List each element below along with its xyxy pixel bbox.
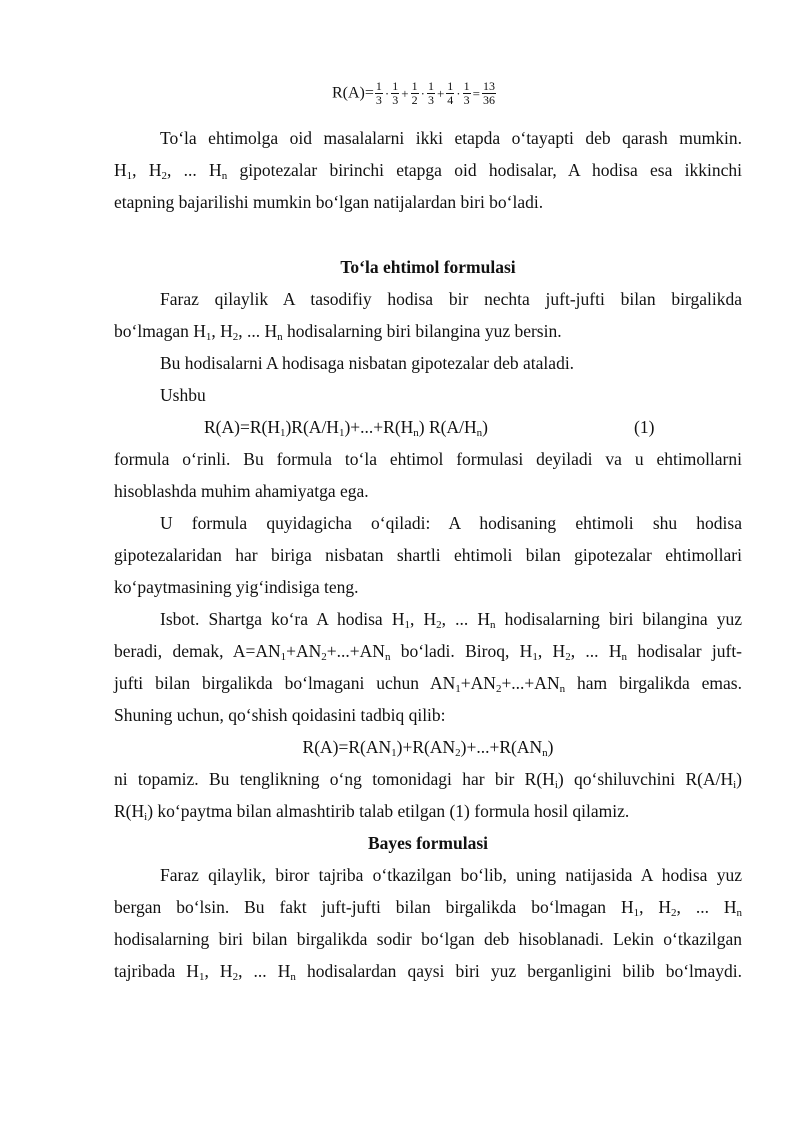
para4: Ushbu: [160, 385, 206, 405]
para6-line1: U formula quyidagicha o‘qiladi: A hodisaning ehtimoli shu hodisa: [160, 513, 742, 533]
para9-line1: Faraz qilaylik, biror tajriba o‘tkazilgan bo‘lib, uning natijasida A hodisa yuz: [160, 865, 742, 885]
para7-line2: beradi, demak, $A=AN_1+AN_2+...+AN_n$ bo‘ladi. Biroq, $H_1$, $H_2$, ... $H_n$ hodisalar juft-: [114, 641, 743, 663]
heading-total-probability: To‘la ehtimol formulasi: [340, 257, 516, 277]
para8-line2: $R(H_i)$ ko‘paytma bilan almashtirib talab etilgan (1) formula hosil qilamiz.: [114, 801, 630, 823]
fraction: $\frac{1}{4}$: [447, 79, 454, 107]
fraction: $\frac{1}{3}$: [463, 79, 470, 107]
formula-number: (1): [634, 417, 655, 437]
para8-line1: ni topamiz. Bu tenglikning o‘ng tomonidagi har bir $R(H_i)$ qo‘shiluvchini $R(A/H_i)$: [114, 769, 742, 791]
para7-line1: Isbot. Shartga ko‘ra A hodisa $H_1$, $H_2$, ... $H_n$ hodisalarning biri bilangina yuz: [160, 609, 742, 631]
para3: Bu hodisalarni A hodisaga nisbatan gipotezalar deb ataladi.: [160, 353, 575, 373]
fraction: $\frac{1}{2}$: [411, 79, 418, 107]
para9-line4: tajribada $H_1$, $H_2$, ... $H_n$ hodisalardan qaysi biri yuz berganligini bilib bo‘lmaydi.: [114, 961, 743, 983]
formula-total-probability: $R(A)=R(H_1)R(A/H_1)+...+R(H_n)$ $R(A/H_n)$: [204, 417, 488, 439]
para9-line2: bergan bo‘lsin. Bu fakt juft-jufti bilan birgalikda bo‘lmagan $H_1$, $H_2$, ... $H_n$: [114, 897, 743, 919]
formula-addition: $R(A)=R(AN_1)+R(AN_2)+...+R(AN_n)$: [302, 737, 554, 759]
fraction: $\frac{1}{3}$: [392, 79, 399, 107]
para1-line2: $H_1$, $H_2$, ... $H_n$ gipotezalar birinchi etapga oid hodisalar, A hodisa esa ikkinchi: [114, 160, 743, 182]
para7-line3: jufti bilan birgalikda bo‘lmagani uchun $AN_1+AN_2+...+AN_n$ ham birgalikda emas.: [114, 673, 742, 695]
para1-line3: etapning bajarilishi mumkin bo‘lgan natijalardan biri bo‘ladi.: [114, 192, 544, 212]
para9-line3: hodisalarning biri bilan birgalikda sodir bo‘lgan deb hisoblanadi. Lekin o‘tkazilgan: [114, 929, 742, 949]
heading-bayes: Bayes formulasi: [367, 833, 489, 853]
para1-line1: To‘la ehtimolga oid masalalarni ikki etapda o‘tayapti deb qarash mumkin.: [160, 128, 742, 148]
para7-line4: Shuning uchun, qo‘shish qoidasini tadbiq qilib:: [114, 705, 446, 725]
para5-line2: hisoblashda muhim ahamiyatga ega.: [114, 481, 369, 501]
formula-top: R(A)= $\frac{1}{3}$ · $\frac{1}{3}$ + $\frac{1}{2}$ · $\frac{1}{3}$ + $\frac{1}{4}$ · $\frac{1}{3}$ = $\frac{13}{36}$: [332, 79, 495, 107]
fraction: $\frac{1}{3}$: [375, 79, 382, 107]
para2-line2: bo‘lmagan $H_1$, $H_2$, ... $H_n$ hodisalarning biri bilangina yuz bersin.: [114, 321, 562, 343]
para5-line1: formula o‘rinli. Bu formula to‘la ehtimol formulasi deyiladi va u ehtimollarni: [114, 449, 742, 469]
para6-line3: ko‘paytmasining yig‘indisiga teng.: [114, 577, 359, 597]
formula-top-lhs: R(A)=: [332, 84, 374, 102]
para2-line1: Faraz qilaylik A tasodifiy hodisa bir nechta juft-jufti bilan birgalikda: [160, 289, 742, 309]
fraction: $\frac{1}{3}$: [427, 79, 434, 107]
fraction-result: $\frac{13}{36}$: [482, 79, 495, 107]
para6-line2: gipotezalaridan har biriga nisbatan shartli ehtimoli bilan gipotezalar ehtimollari: [114, 545, 742, 565]
